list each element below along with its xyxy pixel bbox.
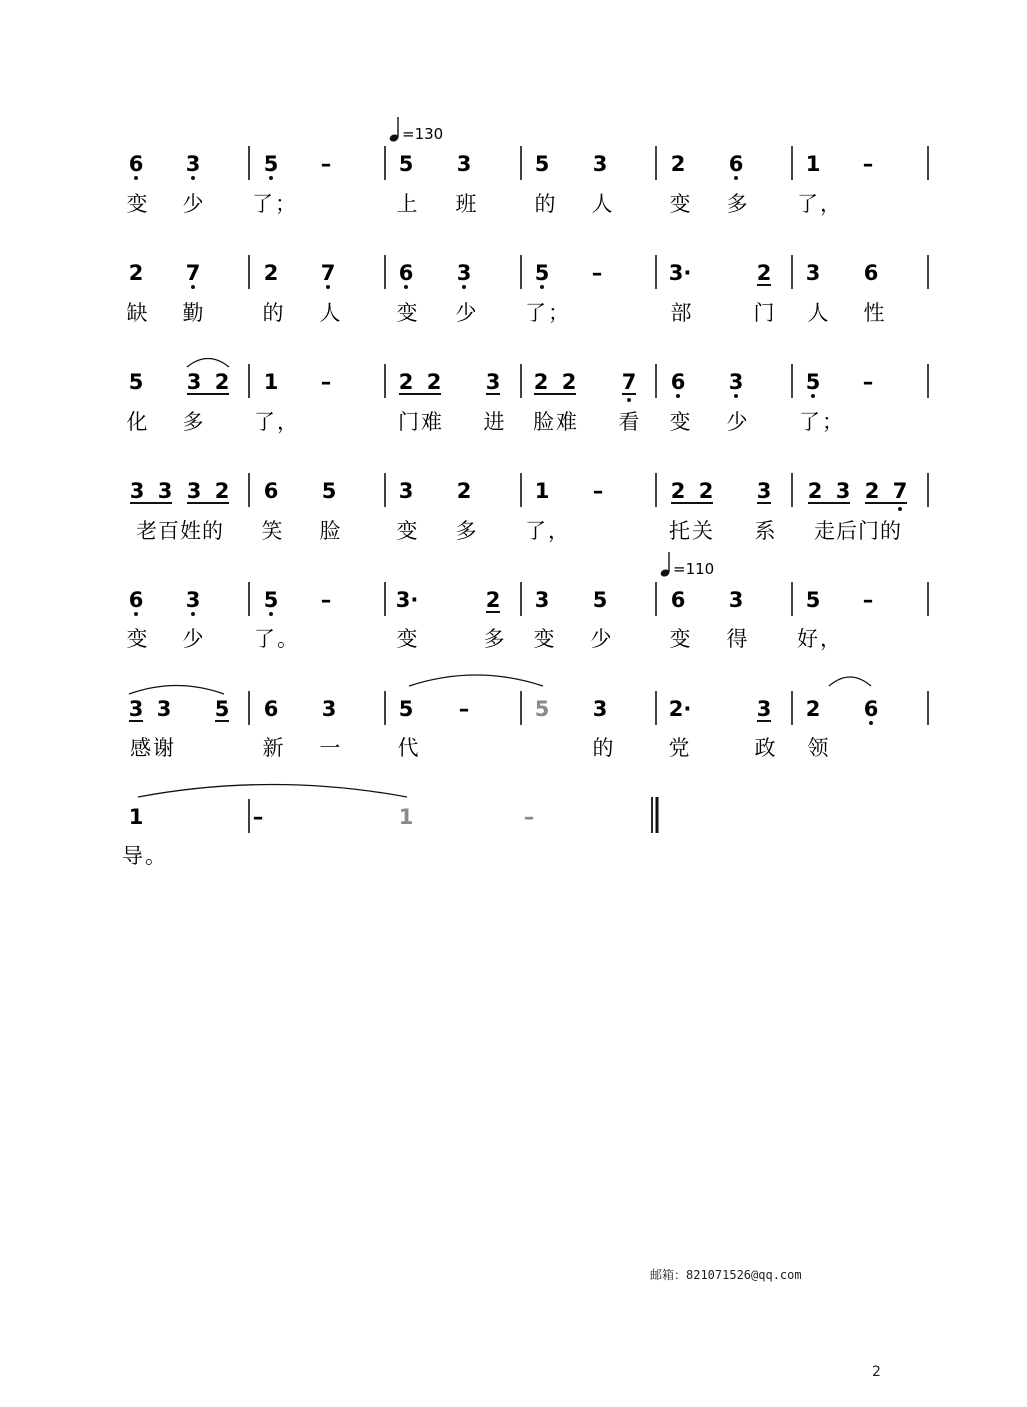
- slur-arc: [138, 785, 407, 798]
- lyric-syllable: 变: [126, 627, 148, 651]
- jianpu-note: 5: [321, 479, 337, 503]
- lyric-syllable: 性: [863, 301, 885, 325]
- jianpu-note: 6: [670, 588, 686, 612]
- lyric-syllable: 好，: [797, 627, 843, 651]
- jianpu-note: 1: [534, 479, 550, 503]
- jianpu-note: –: [320, 152, 332, 176]
- jianpu-note: 6: [263, 479, 279, 503]
- lyric-syllable: 少: [726, 410, 748, 434]
- lyric-syllable: 得: [726, 627, 748, 651]
- jianpu-note: –: [591, 261, 603, 285]
- jianpu-note: 3: [128, 697, 144, 721]
- jianpu-note: 5: [263, 152, 279, 176]
- jianpu-note: 3: [156, 697, 172, 721]
- jianpu-note: 5: [534, 152, 550, 176]
- jianpu-note: 6: [863, 697, 879, 721]
- lyric-syllable: 了，: [525, 519, 571, 543]
- jianpu-note: 3·: [668, 261, 692, 285]
- lyric-syllable: 笑: [261, 519, 283, 543]
- jianpu-note: 2: [398, 370, 414, 394]
- jianpu-note: 5: [534, 697, 550, 721]
- lyric-syllable: 变: [126, 192, 148, 216]
- lyric-syllable: 班: [455, 192, 477, 216]
- lyric-syllable: 走后门的: [814, 519, 902, 543]
- jianpu-note: 1: [128, 805, 144, 829]
- low-octave-dot: [869, 721, 873, 725]
- lyric-syllable: 变: [396, 627, 418, 651]
- lyric-syllable: 多: [455, 519, 477, 543]
- lyric-syllable: 托关: [669, 519, 715, 543]
- jianpu-note: 2: [670, 479, 686, 503]
- lyric-syllable: 人: [319, 301, 341, 325]
- tempo-marking: [389, 117, 444, 143]
- jianpu-note: 7: [621, 370, 637, 394]
- lyric-syllable: 化: [126, 410, 148, 434]
- lyric-syllable: 勤: [182, 301, 204, 325]
- lyric-syllable: 系: [754, 519, 776, 543]
- lyric-syllable: 党: [668, 736, 690, 760]
- tempo-text: =110: [673, 560, 715, 578]
- jianpu-note: 2·: [668, 697, 692, 721]
- jianpu-note: 7: [320, 261, 336, 285]
- slur-arc: [829, 677, 871, 686]
- jianpu-note: 5: [398, 152, 414, 176]
- low-octave-dot: [627, 398, 631, 402]
- lyric-syllable: 人: [807, 301, 829, 325]
- lyric-syllable: 变: [669, 192, 691, 216]
- jianpu-note: 3: [592, 697, 608, 721]
- jianpu-note: 3: [185, 588, 201, 612]
- jianpu-note: –: [252, 805, 264, 829]
- jianpu-note: 2: [807, 479, 823, 503]
- jianpu-note: 3: [805, 261, 821, 285]
- low-octave-dot: [191, 285, 195, 289]
- jianpu-note: –: [592, 479, 604, 503]
- jianpu-note: 2: [485, 588, 501, 612]
- lyric-syllable: 看: [618, 410, 640, 434]
- lyric-syllable: 了；: [252, 192, 298, 216]
- lyric-syllable: 变: [669, 410, 691, 434]
- lyric-syllable: 脸: [319, 519, 341, 543]
- jianpu-note: 3: [592, 152, 608, 176]
- lyric-syllable: 变: [396, 519, 418, 543]
- tie-arc: [187, 359, 229, 368]
- jianpu-note: 2: [426, 370, 442, 394]
- low-octave-dot: [191, 176, 195, 180]
- lyric-syllable: 了，: [797, 192, 843, 216]
- jianpu-note: 1: [263, 370, 279, 394]
- score-row-5: [129, 686, 928, 761]
- low-octave-dot: [734, 394, 738, 398]
- jianpu-note: 6: [128, 152, 144, 176]
- jianpu-note: 2: [756, 261, 772, 285]
- jianpu-note: 3: [398, 479, 414, 503]
- lyric-syllable: 缺: [126, 301, 148, 325]
- jianpu-note: –: [523, 805, 535, 829]
- lyric-syllable: 多: [726, 192, 748, 216]
- jianpu-note: 6: [728, 152, 744, 176]
- score-row-3: [130, 473, 928, 544]
- lyric-syllable: 一: [319, 736, 341, 760]
- low-octave-dot: [134, 612, 138, 616]
- lyric-syllable: 少: [590, 627, 612, 651]
- jianpu-note: 3: [185, 152, 201, 176]
- jianpu-note: –: [320, 588, 332, 612]
- jianpu-note: 1: [805, 152, 821, 176]
- lyric-syllable: 变: [669, 627, 691, 651]
- jianpu-note: 5: [592, 588, 608, 612]
- lyric-syllable: 导。: [122, 844, 168, 868]
- jianpu-note: 6: [128, 588, 144, 612]
- low-octave-dot: [404, 285, 408, 289]
- jianpu-note: 3·: [395, 588, 419, 612]
- low-octave-dot: [811, 394, 815, 398]
- jianpu-note: 2: [533, 370, 549, 394]
- lyric-syllable: 上: [396, 192, 418, 216]
- low-octave-dot: [269, 176, 273, 180]
- jianpu-note: 2: [670, 152, 686, 176]
- jianpu-note: 2: [864, 479, 880, 503]
- jianpu-note: 7: [185, 261, 201, 285]
- low-octave-dot: [191, 612, 195, 616]
- lyric-syllable: 进: [483, 410, 505, 434]
- lyric-syllable: 门: [753, 301, 775, 325]
- jianpu-note: 3: [321, 697, 337, 721]
- score-row-2: [127, 359, 929, 436]
- slur-arc: [409, 675, 543, 686]
- low-octave-dot: [134, 176, 138, 180]
- lyric-syllable: 了，: [254, 410, 300, 434]
- jianpu-note: –: [458, 697, 470, 721]
- low-octave-dot: [676, 394, 680, 398]
- lyric-syllable: 领: [807, 736, 829, 760]
- jianpu-note: 6: [398, 261, 414, 285]
- tempo-text: =130: [402, 125, 444, 143]
- jianpu-note: 3: [756, 479, 772, 503]
- jianpu-note: –: [862, 588, 874, 612]
- jianpu-note: 3: [186, 479, 202, 503]
- tie-arc: [129, 686, 224, 695]
- jianpu-note: 3: [129, 479, 145, 503]
- lyric-syllable: 人: [591, 192, 613, 216]
- jianpu-note: –: [862, 152, 874, 176]
- jianpu-note: 5: [534, 261, 550, 285]
- jianpu-note: 2: [698, 479, 714, 503]
- jianpu-note: 2: [214, 370, 230, 394]
- page-number: 2: [872, 1364, 881, 1380]
- lyric-syllable: 政: [754, 736, 776, 760]
- jianpu-note: 3: [186, 370, 202, 394]
- jianpu-note: 6: [863, 261, 879, 285]
- jianpu-note: 5: [128, 370, 144, 394]
- jianpu-note: 2: [214, 479, 230, 503]
- jianpu-note: 2: [128, 261, 144, 285]
- jianpu-note: 5: [214, 697, 230, 721]
- jianpu-note: 2: [805, 697, 821, 721]
- low-octave-dot: [734, 176, 738, 180]
- jianpu-note: 2: [263, 261, 279, 285]
- jianpu-note: 3: [728, 370, 744, 394]
- lyric-syllable: 门难: [398, 410, 444, 434]
- lyric-syllable: 多: [182, 410, 204, 434]
- lyric-syllable: 变: [533, 627, 555, 651]
- lyric-syllable: 变: [396, 301, 418, 325]
- lyric-syllable: 的: [592, 736, 614, 760]
- score-row-4: [127, 582, 929, 652]
- lyric-syllable: 的: [262, 301, 284, 325]
- score-row-1: [127, 255, 929, 325]
- lyric-syllable: 脸难: [533, 410, 579, 434]
- lyric-syllable: 部: [670, 301, 692, 325]
- footer-email: 邮箱：821071526@qq.com: [650, 1268, 802, 1282]
- jianpu-note: 3: [456, 152, 472, 176]
- jianpu-note: 3: [835, 479, 851, 503]
- jianpu-note: 3: [728, 588, 744, 612]
- low-octave-dot: [462, 285, 466, 289]
- tempo-marking: [660, 552, 715, 578]
- jianpu-note: 2: [456, 479, 472, 503]
- jianpu-note: 6: [263, 697, 279, 721]
- jianpu-note: 7: [892, 479, 908, 503]
- jianpu-note: 3: [157, 479, 173, 503]
- lyric-syllable: 新: [262, 736, 284, 760]
- lyric-syllable: 了；: [525, 301, 571, 325]
- jianpu-note: 1: [398, 805, 414, 829]
- jianpu-note: 5: [805, 370, 821, 394]
- lyric-syllable: 少: [455, 301, 477, 325]
- score-row-6: [122, 799, 534, 868]
- lyric-syllable: 代: [397, 736, 419, 760]
- jianpu-note: 6: [670, 370, 686, 394]
- score-row-0: [127, 146, 929, 217]
- jianpu-note: 3: [534, 588, 550, 612]
- jianpu-note: 5: [263, 588, 279, 612]
- jianpu-note: 2: [561, 370, 577, 394]
- low-octave-dot: [540, 285, 544, 289]
- jianpu-note: 3: [756, 697, 772, 721]
- low-octave-dot: [326, 285, 330, 289]
- lyric-syllable: 了；: [799, 410, 845, 434]
- jianpu-note: 3: [456, 261, 472, 285]
- lyric-syllable: 了。: [254, 627, 300, 651]
- jianpu-note: 5: [398, 697, 414, 721]
- jianpu-note: –: [320, 370, 332, 394]
- lyric-syllable: 的: [534, 192, 556, 216]
- low-octave-dot: [898, 507, 902, 511]
- jianpu-note: 5: [805, 588, 821, 612]
- lyric-syllable: 老百姓的: [136, 519, 224, 543]
- jianpu-note: –: [862, 370, 874, 394]
- lyric-syllable: 少: [182, 192, 204, 216]
- lyric-syllable: 感谢: [130, 736, 176, 760]
- lyric-syllable: 少: [182, 627, 204, 651]
- jianpu-note: 3: [485, 370, 501, 394]
- lyric-syllable: 多: [483, 627, 505, 651]
- low-octave-dot: [269, 612, 273, 616]
